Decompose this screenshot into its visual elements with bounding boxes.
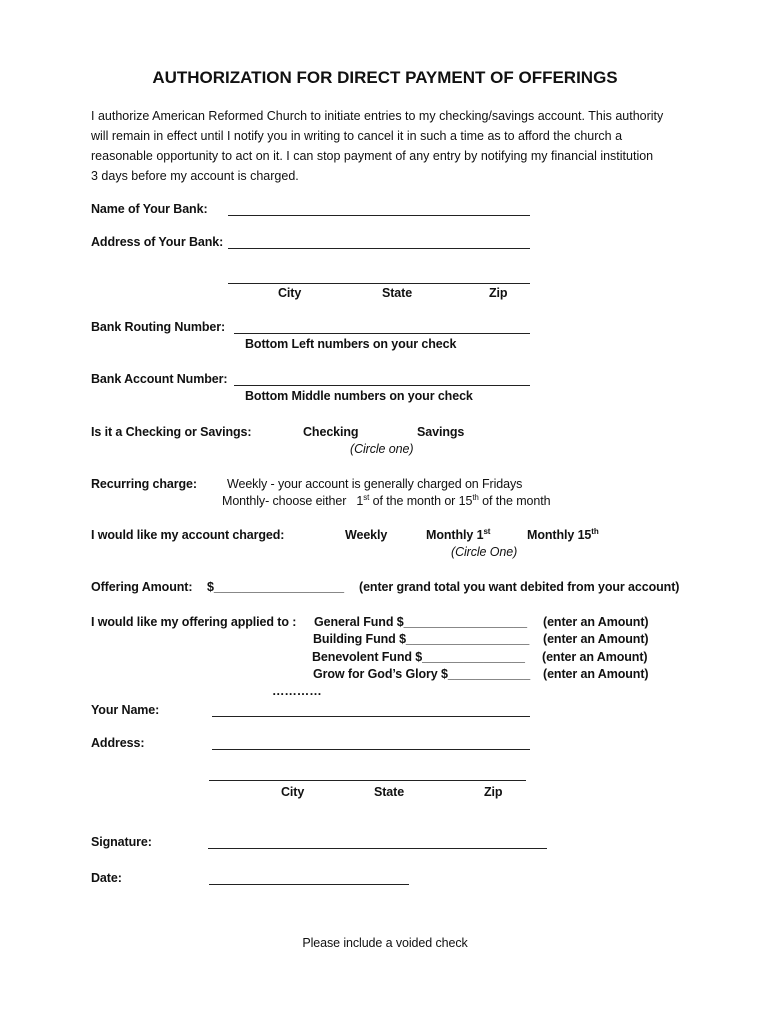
offering-amount-field[interactable]: $___________________ bbox=[207, 580, 345, 594]
intro-line: reasonable opportunity to act on it. I can stop payment of any entry by notifying my financial institution bbox=[91, 149, 654, 163]
bank-name-label: Name of Your Bank: bbox=[91, 202, 208, 216]
account-type-label: Is it a Checking or Savings: bbox=[91, 425, 252, 439]
intro-line: 3 days before my account is charged. bbox=[91, 169, 299, 183]
monthly-sup2: th bbox=[472, 492, 479, 502]
monthly-15th-text: Monthly 15 bbox=[527, 528, 592, 542]
checking-option[interactable]: Checking bbox=[303, 425, 359, 439]
footer-note: Please include a voided check bbox=[302, 936, 468, 950]
account-number-label: Bank Account Number: bbox=[91, 372, 228, 386]
grow-fund-field[interactable]: Grow for God’s Glory $____________ bbox=[313, 667, 531, 681]
building-fund-field[interactable]: Building Fund $__________________ bbox=[313, 632, 530, 646]
monthly-mid: of the month or 15 bbox=[369, 494, 473, 508]
general-fund-field[interactable]: General Fund $__________________ bbox=[314, 615, 527, 629]
benevolent-fund-note: (enter an Amount) bbox=[542, 650, 648, 664]
benevolent-fund-field[interactable]: Benevolent Fund $_______________ bbox=[312, 650, 525, 664]
monthly-end: of the month bbox=[478, 494, 551, 508]
address-field[interactable] bbox=[212, 749, 530, 750]
monthly-1st-sup: st bbox=[483, 526, 491, 536]
charge-choice-label: I would like my account charged: bbox=[91, 528, 285, 542]
your-name-field[interactable] bbox=[212, 716, 530, 717]
signature-field[interactable] bbox=[208, 848, 547, 849]
date-field[interactable] bbox=[209, 884, 409, 885]
general-fund-note: (enter an Amount) bbox=[543, 615, 649, 629]
savings-option[interactable]: Savings bbox=[417, 425, 465, 439]
monthly-description bbox=[222, 494, 550, 508]
date-label: Date: bbox=[91, 871, 122, 885]
applied-to-label: I would like my offering applied to : bbox=[91, 615, 297, 629]
bank-name-field[interactable] bbox=[228, 215, 530, 216]
state-label: State bbox=[374, 785, 405, 799]
account-hint: Bottom Middle numbers on your check bbox=[245, 389, 473, 403]
weekly-description: Weekly - your account is generally charged on Fridays bbox=[227, 477, 523, 491]
monthly-prefix: Monthly- choose either bbox=[222, 494, 347, 508]
bank-address-field[interactable] bbox=[228, 248, 530, 249]
monthly-15th-option[interactable] bbox=[527, 528, 599, 542]
monthly-1st-option[interactable] bbox=[426, 528, 490, 542]
circle-one-note: (Circle one) bbox=[350, 442, 414, 456]
monthly-num1: 1 bbox=[356, 494, 364, 508]
intro-paragraph bbox=[91, 106, 691, 186]
intro-line: I authorize American Reformed Church to initiate entries to my checking/savings account. This authority bbox=[91, 109, 664, 123]
account-number-field[interactable] bbox=[234, 385, 530, 386]
bank-state-label: State bbox=[382, 286, 413, 300]
ellipsis: ………… bbox=[272, 684, 322, 698]
routing-number-field[interactable] bbox=[234, 333, 530, 334]
routing-number-label: Bank Routing Number: bbox=[91, 320, 226, 334]
offering-amount-label: Offering Amount: bbox=[91, 580, 193, 594]
offering-amount-note: (enter grand total you want debited from your account) bbox=[359, 580, 680, 594]
zip-label: Zip bbox=[484, 785, 503, 799]
bank-city-label: City bbox=[278, 286, 302, 300]
address-label: Address: bbox=[91, 736, 145, 750]
recurring-label: Recurring charge: bbox=[91, 477, 197, 491]
monthly-sup1: st bbox=[363, 492, 370, 502]
weekly-option[interactable]: Weekly bbox=[345, 528, 388, 542]
bank-city-state-zip-field[interactable] bbox=[228, 283, 530, 284]
intro-line: will remain in effect until I notify you in writing to cancel it in such a time as to afford the church a bbox=[91, 129, 623, 143]
circle-one-note-2: (Circle One) bbox=[451, 545, 518, 559]
monthly-15th-sup: th bbox=[591, 526, 599, 536]
bank-zip-label: Zip bbox=[489, 286, 508, 300]
city-label: City bbox=[281, 785, 305, 799]
building-fund-note: (enter an Amount) bbox=[543, 632, 649, 646]
grow-fund-note: (enter an Amount) bbox=[543, 667, 649, 681]
your-name-label: Your Name: bbox=[91, 703, 160, 717]
bank-address-label: Address of Your Bank: bbox=[91, 235, 224, 249]
routing-hint: Bottom Left numbers on your check bbox=[245, 337, 457, 351]
page-title: AUTHORIZATION FOR DIRECT PAYMENT OF OFFERINGS bbox=[152, 68, 618, 87]
signature-label: Signature: bbox=[91, 835, 152, 849]
city-state-zip-field[interactable] bbox=[209, 780, 526, 781]
monthly-1st-text: Monthly 1 bbox=[426, 528, 484, 542]
